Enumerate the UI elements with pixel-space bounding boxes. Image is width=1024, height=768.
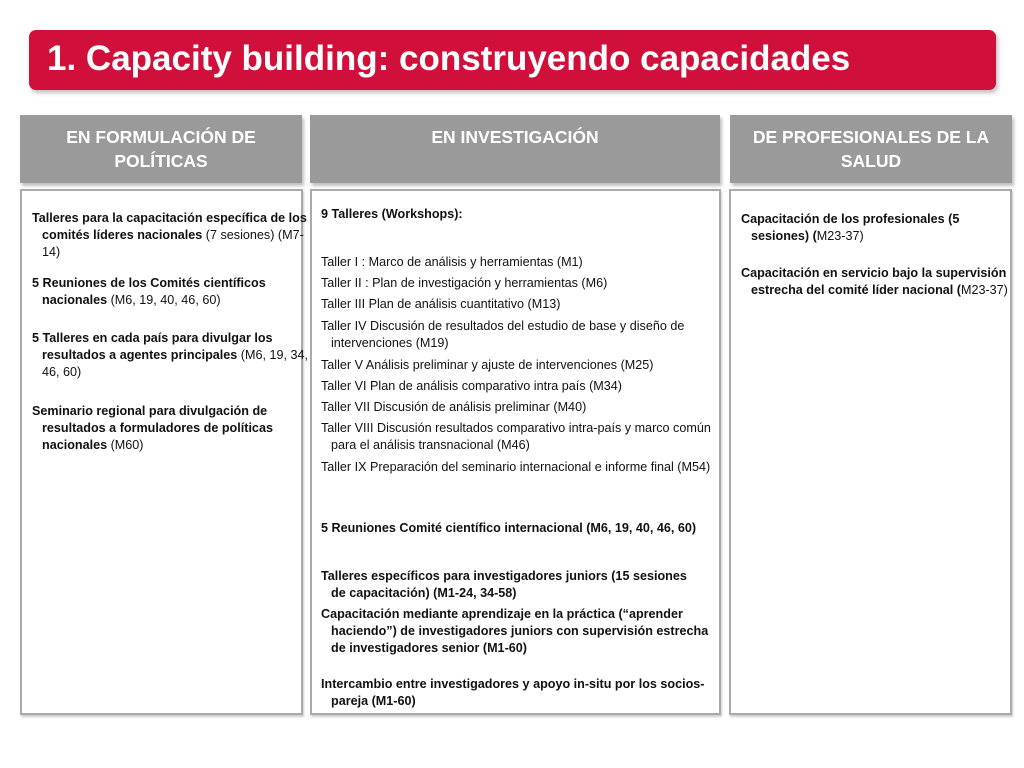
header-politicas — [20, 115, 302, 183]
item-bold-text: Talleres específicos para investigadores juniors (15 sesiones de capacitación) (M1-24, 34-58) — [321, 569, 687, 601]
item-text: M23-37) — [960, 283, 1008, 298]
header-profesionales-line1: DE PROFESIONALES DE LA — [752, 127, 990, 147]
item-text: Taller VII Discusión de análisis preliminar (M40) — [321, 400, 587, 414]
header-profesionales-line2: SALUD — [840, 151, 902, 171]
list-item — [321, 676, 726, 710]
list-item — [32, 210, 308, 262]
item-bold-text: 5 Talleres en cada país para divulgar los resultados a agentes principales — [32, 331, 273, 363]
item-text: Taller IV Discusión de resultados del estudio de base y diseño de intervenciones (M19) — [321, 319, 685, 351]
item-text: Taller IX Preparación del seminario internacional e informe final (M54) — [321, 460, 711, 474]
header-politicas-line2: POLÍTICAS — [114, 151, 208, 171]
panel-politicas — [20, 189, 308, 715]
item-text: Taller II : Plan de investigación y herramientas (M6) — [321, 276, 608, 290]
list-item — [32, 403, 308, 455]
list-item — [321, 399, 726, 416]
list-item — [741, 211, 1013, 245]
list-item — [321, 606, 716, 658]
item-text: (M60) — [107, 438, 144, 453]
item-text: (M6, 19, 40, 46, 60) — [107, 293, 221, 308]
list-item — [741, 265, 1013, 299]
item-bold-text: Capacitación en servicio bajo la supervisión estrecha del comité líder nacional ( — [741, 266, 1007, 298]
item-text: (7 sesiones) (M7-14) — [42, 228, 304, 260]
item-text: Taller VIII Discusión resultados comparativo intra-país y marco común para el análisis transnacional (M46) — [321, 421, 711, 453]
item-bold-text: Capacitación mediante aprendizaje en la práctica (“aprender haciendo”) de investigadores juniors con supervisión estrecha de investigadores senior (M1-60) — [321, 607, 709, 656]
list-item — [321, 459, 731, 476]
header-profesionales — [730, 115, 1012, 183]
list-item — [321, 254, 726, 271]
item-bold-text: 9 Talleres (Workshops): — [321, 207, 463, 221]
list-item — [321, 296, 726, 313]
item-text: Taller VI Plan de análisis comparativo intra país (M34) — [321, 379, 622, 393]
item-text: (M6, 19, 34, 46, 60) — [42, 348, 308, 380]
item-bold-text: Seminario regional para divulgación de resultados a formuladores de políticas nacionales — [32, 404, 273, 453]
panel-profesionales — [729, 189, 1012, 715]
list-item — [32, 330, 308, 382]
list-item — [321, 275, 726, 292]
list-item — [321, 206, 726, 223]
list-item — [321, 520, 731, 537]
item-bold-text: Intercambio entre investigadores y apoyo in-situ por los socios-pareja (M1-60) — [321, 677, 705, 709]
item-bold-text: Capacitación de los profesionales (5 sesiones) ( — [741, 212, 960, 244]
header-investigacion-line1: EN INVESTIGACIÓN — [431, 127, 599, 147]
list-item — [321, 420, 726, 454]
list-item — [321, 318, 726, 352]
item-bold-text: 5 Reuniones de los Comités científicos nacionales — [32, 276, 266, 308]
item-text: Taller III Plan de análisis cuantitativo (M13) — [321, 297, 561, 311]
list-item — [321, 568, 701, 602]
panel-investigacion — [310, 189, 721, 715]
list-item — [32, 275, 308, 309]
item-text: Taller V Análisis preliminar y ajuste de intervenciones (M25) — [321, 358, 654, 372]
item-bold-text: 5 Reuniones Comité científico internacional (M6, 19, 40, 46, 60) — [321, 521, 697, 535]
item-bold-text: Talleres para la capacitación específica de los comités líderes nacionales — [32, 211, 307, 243]
title-bar — [29, 30, 996, 90]
list-item — [321, 357, 726, 374]
slide-title: 1. Capacity building: construyendo capacidades — [47, 39, 851, 78]
item-text: Taller I : Marco de análisis y herramientas (M1) — [321, 255, 583, 269]
header-investigacion — [310, 115, 720, 183]
item-text: M23-37) — [816, 229, 864, 244]
list-item — [321, 378, 726, 395]
header-politicas-line1: EN FORMULACIÓN DE — [66, 127, 256, 147]
